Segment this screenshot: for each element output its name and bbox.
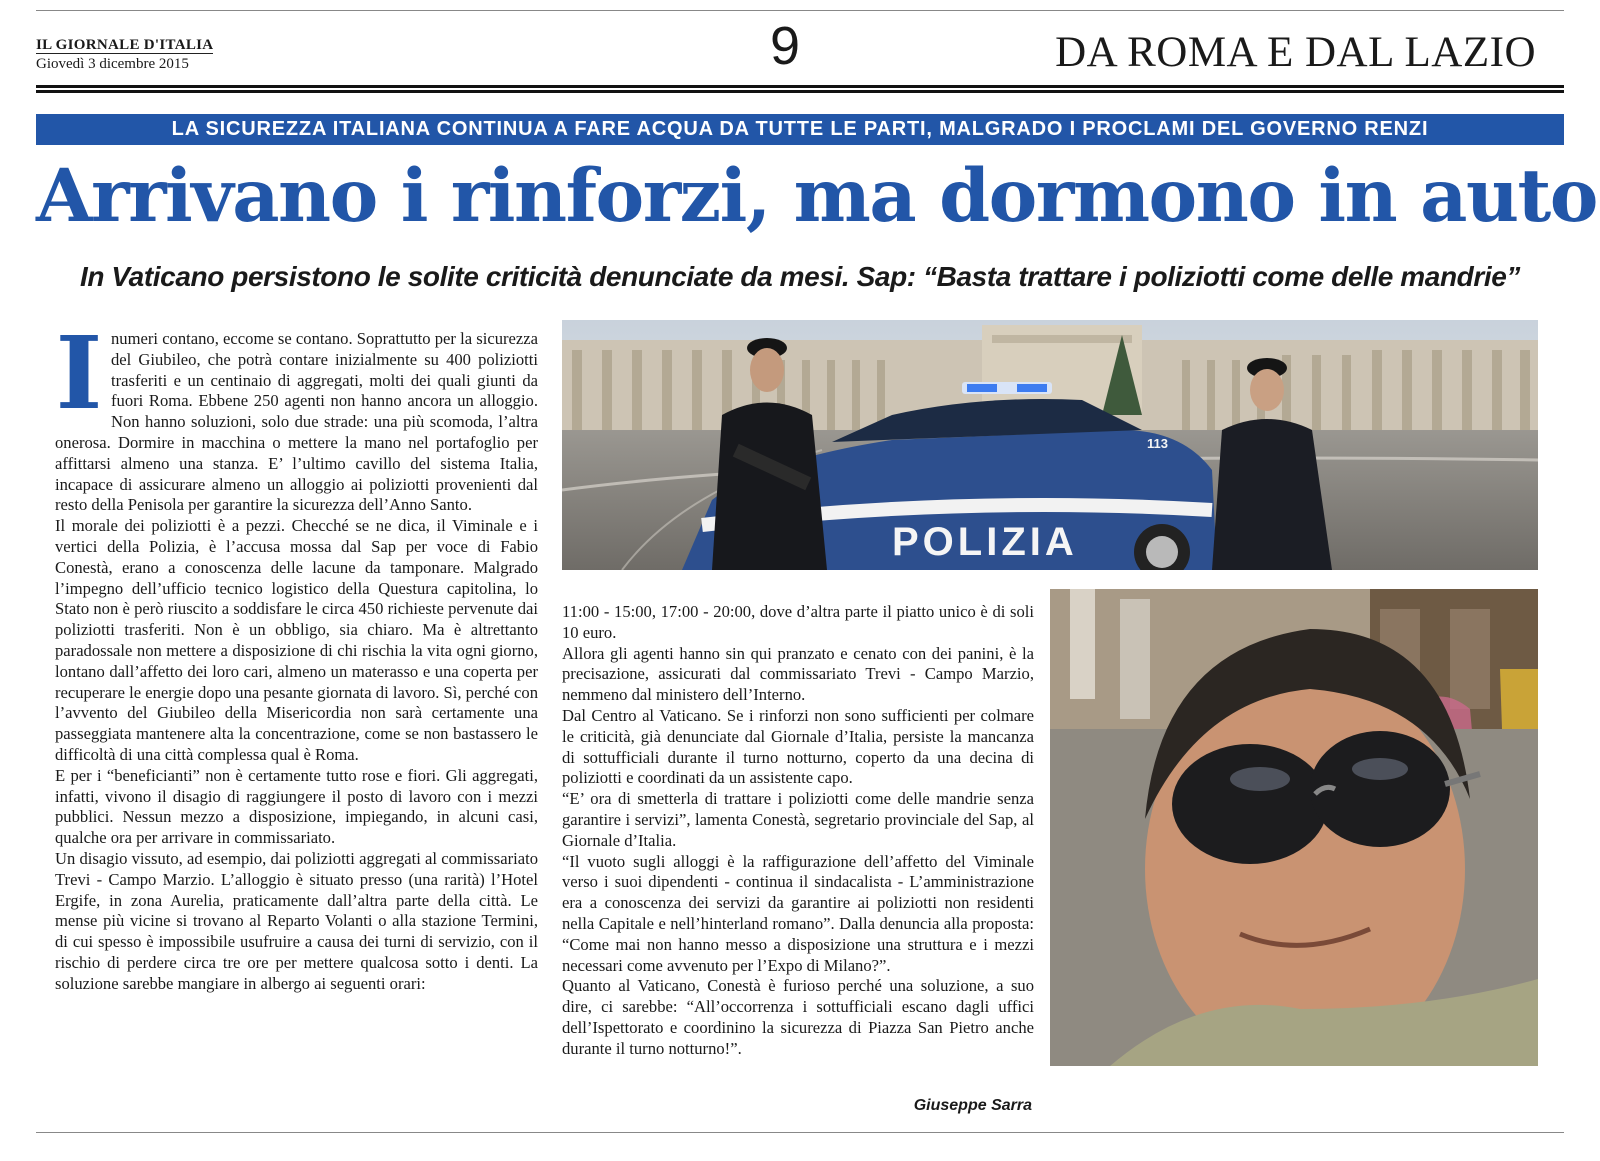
paragraph: Il morale dei poliziotti è a pezzi. Checché se ne dica, il Viminale e i vertici della Polizia, è l’accusa mossa dal Sap per voce di Fabio Conestà, erano a conoscenza delle lacune da tamponare. Malgrado l’impegno dell’ufficio tecnico logistico della Questura capitolina, lo Stato non è però riuscito a soddisfare le circa 450 richieste pervenute dai poliziotti trasferiti. Non è un obbligo, sia chiaro. Ma è altrettanto paradossale non mettere a disposizione di chi rischia la vita ogni giorno, lontano dall’affetto dei loro cari, almeno un materasso e una coperta per recuperare le energie dopo una pesante giornata di lavoro. Sì, perché con l’avvento del Giubileo della Misericordia non sarà certamente una passeggiata mantenere alta la concentrazione, come se non bastassero le difficoltà di una città complessa qual è Roma. — [55, 516, 539, 764]
paragraph: Allora gli agenti hanno sin qui pranzato e cenato con dei panini, è la precisazione, assicurati dal commissariato Trevi - Campo Marzio, nemmeno dal ministero dell’Interno. — [562, 643, 1034, 705]
paragraph: “E’ ora di smetterla di trattare i poliziotti come delle mandrie senza garantire i servizi”, lamenta Conestà, segretario provinciale del Sap, al Giornale d’Italia. — [562, 789, 1034, 850]
bottom-rule — [36, 1132, 1564, 1133]
headline: Arrivano i rinforzi, ma dormono in auto — [36, 153, 1597, 239]
paragraph: Quanto al Vaticano, Conestà è furioso perché una soluzione, a suo dire, ci sarebbe: “All’occorrenza i sottufficiali escano dagli uffici dell’Ispettorato e coordinino la sicurezza di Piazza San Pietro anche durante il turno notturno!”. — [562, 976, 1034, 1058]
paragraph: “Il vuoto sugli alloggi è la raffigurazione dell’affetto del Viminale verso i suoi dipendenti - continua il sindacalista - L’amministrazione era a conoscenza dei servizi da garantire ai poliziotti non residenti nella Capitale e nell’hinterland romano”. Dalla denuncia alla proposta: “Come mai non hanno messo a disposizione una struttura e i mezzi necessari come avvenuto per l’Expo di Milano?”. — [562, 851, 1034, 975]
paragraph: 11:00 - 15:00, 17:00 - 20:00, dove d’altra parte il piatto unico è di soli 10 euro. — [562, 602, 1034, 642]
drop-cap: I — [55, 314, 103, 432]
paper-name: IL GIORNALE D'ITALIA — [36, 37, 214, 53]
article-column-1 — [55, 314, 539, 995]
kicker-bar: LA SICUREZZA ITALIANA CONTINUA A FARE ACQUA DA TUTTE LE PARTI, MALGRADO I PROCLAMI DEL GOVERNO RENZI — [36, 114, 1564, 145]
subheadline: In Vaticano persistono le solite criticità denunciate da mesi. Sap: “Basta trattare i poliziotti come delle mandrie” — [79, 261, 1521, 292]
masthead — [36, 36, 236, 72]
paragraph: Dal Centro al Vaticano. Se i rinforzi non sono sufficienti per colmare le criticità, già denunciate dal Giornale d’Italia, persiste la mancanza di sottufficiali durante il turno notturno, coperto da una decina di poliziotti e coordinati da un assistente capo. — [562, 705, 1034, 788]
photo-portrait — [1050, 589, 1538, 1066]
top-rule — [36, 10, 1564, 11]
byline: Giuseppe Sarra — [913, 1097, 1032, 1114]
article-column-2 — [562, 602, 1034, 1060]
issue-date: Giovedì 3 dicembre 2015 — [36, 56, 189, 72]
car-number: 113 — [1147, 436, 1168, 451]
header-rule — [36, 85, 1564, 88]
photo-police-vatican — [562, 320, 1538, 570]
paragraph: E per i “beneficianti” non è certamente tutto rose e fiori. Gli aggregati, infatti, vivono il disagio di raggiungere il posto di lavoro con i mezzi pubblici. Nessun mezzo a disposizione, impiegando, in alcuni casi, qualche ora per arrivare in commissariato. — [55, 765, 538, 848]
page-number: 9 — [770, 16, 801, 76]
police-car-illustration — [562, 320, 1538, 570]
header-rule — [36, 90, 1564, 93]
car-lettering: POLIZIA — [892, 520, 1078, 564]
section-title: DA ROMA E DAL LAZIO — [1055, 29, 1536, 76]
paragraph: numeri contano, eccome se contano. Soprattutto per la sicurezza del Giubileo, che potrà contare inizialmente su 400 poliziotti trasferiti e un centinaio di aggregati, molti dei quali giunti da fuori Roma. Ebbene 250 agenti non hanno ancora un alloggio. Non hanno soluzioni, solo due strade: una più scomoda, l’altra onerosa. Dormire in macchina o mettere la mano nel portafoglio per affittarsi almeno una stanza. E’ l’ultimo cavillo del sistema Italia, incapace di assicurare almeno un alloggio ai poliziotti provenienti dal resto della Penisola per garantire la sicurezza dell’Anno Santo. — [55, 329, 538, 515]
paragraph: Un disagio vissuto, ad esempio, dai poliziotti aggregati al commissariato Trevi - Campo Marzio. L’alloggio è situato presso (una rarità) l’Hotel Ergife, in zona Aurelia, praticamente dall’altra parte della città. Le mense più vicine si trovano al Reparto Volanti o alla stazione Termini, di cui spesso è impossibile usufruire a causa dei turni di servizio, con il rischio di perdere circa tre ore per mettere qualcosa sotto i denti. La soluzione sarebbe mangiare in albergo ai seguenti orari: — [55, 848, 538, 993]
portrait-illustration — [1050, 589, 1538, 1066]
